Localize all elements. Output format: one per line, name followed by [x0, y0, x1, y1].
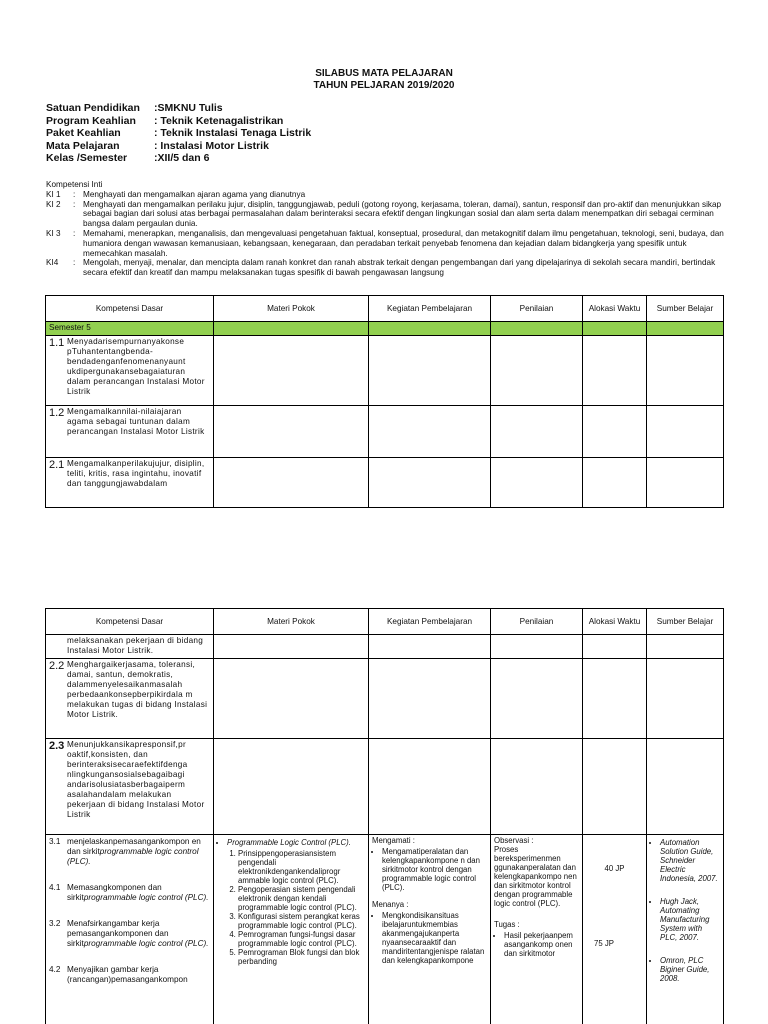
list-item: 5. Pemrograman Blok fungsi dan blok perbanding	[238, 948, 365, 966]
col-header-materi: Materi Pokok	[214, 609, 369, 635]
ki-item: KI 2 : Menghayati dan mengamalkan perilaku jujur, disiplin, tanggungjawab, peduli (gotong royong, kerjasama, toleran, damai), santun, responsif dan pro-aktif dan menunjukkan sikap sebagai bagian dari solusi atas berbagai permasalahan dalam berinteraksi secara efektif dengan lingkungan sosial dan alam serta dalam menempatkan diri sebagai cerminan bangsa dalam pergaulan dunia.	[46, 199, 722, 229]
col-header-penilaian: Penilaian	[491, 609, 583, 635]
list-item: 3. Konfigurasi sistem perangkat keras programmable logic control (PLC).	[238, 912, 365, 930]
mengamati-heading: Mengamati :	[372, 836, 415, 845]
kompetensi-inti-heading: Kompetensi Inti	[46, 180, 103, 189]
kompetensi-inti-block	[46, 180, 726, 278]
kd-cell: 2.1 Mengamalkanperilakujujur, disiplin, teliti, kritis, rasa ingintahu, inovatif dan tanggungjawabdalam	[46, 458, 214, 508]
kd-item: 3.1 menjelaskanpemasangankompon en dan sirkitprogrammable logic control (PLC).	[49, 837, 201, 866]
alokasi-cell	[583, 835, 647, 1024]
kd-item: 3.2 Menafsirkangambar kerja pemasangankomponen dan sirkitprogrammable logic control (PLC).	[49, 919, 209, 948]
col-header-kompetensi: Kompetensi Dasar	[46, 296, 214, 322]
list-item: 1. Prinsippengoperasiansistem pengendali elektronikdengankendaliprogr ammable logic control (PLC).	[238, 849, 365, 885]
table-row	[46, 406, 724, 458]
table-row	[46, 635, 724, 659]
col-header-sumber: Sumber Belajar	[647, 296, 724, 322]
list-item: • Hasil pekerjaanpem asangankomp onen dan sirkitmotor	[504, 931, 579, 958]
alokasi-value: 40 JP	[604, 864, 625, 873]
ki-item: KI 1 : Menghayati dan mengamalkan ajaran agama yang dianutnya	[46, 189, 306, 199]
list-item: 4. Pemrograman fungsi-fungsi dasar programmable logic control (PLC).	[238, 930, 365, 948]
identity-row: Satuan Pendidikan :SMKNU Tulis	[46, 102, 223, 114]
tugas-list	[494, 931, 579, 958]
mengamati-list	[372, 847, 487, 892]
identity-row: Paket Keahlian : Teknik Instalasi Tenaga Listrik	[46, 127, 312, 140]
materi-numbered-list	[225, 849, 365, 966]
col-header-kegiatan: Kegiatan Pembelajaran	[369, 609, 491, 635]
tugas-heading: Tugas :	[494, 920, 520, 929]
materi-cell	[214, 835, 369, 1024]
table-row	[46, 659, 724, 739]
list-item: • Omron, PLC Biginer Guide, 2008.	[660, 956, 720, 983]
sumber-cell	[647, 835, 724, 1024]
col-header-alokasi: Alokasi Waktu	[583, 296, 647, 322]
materi-bullet: • Programmable Logic Control (PLC).	[227, 838, 365, 847]
col-header-kompetensi: Kompetensi Dasar	[46, 609, 214, 635]
kd-item: 4.1 Memasangkomponen dan sirkitprogrammable logic control (PLC).	[49, 883, 209, 902]
kd-continuation: melaksanakan pekerjaan di bidang Instalasi Motor Listrik.	[46, 635, 214, 659]
ki-item: KI 3 : Memahami, menerapkan, menganalisis, dan mengevaluasi pengetahuan faktual, konseptual, prosedural, dan metakognitif dalam ilmu pengetahuan, teknologi, seni, budaya, dan humaniora dengan wawasan kemanusiaan, kebangsaan, kenegaraan, dan peradaban terkait penyebab fenomena dan kejadian dalam bidangkerja yang spesifik untuk memecahkan masalah.	[46, 228, 724, 258]
kd-item: 4.2 Menyajikan gambar kerja (rancangan)pemasangankompon	[49, 965, 188, 984]
penilaian-cell	[491, 835, 583, 1024]
col-header-alokasi: Alokasi Waktu	[583, 609, 647, 635]
syllabus-table-2	[45, 608, 724, 1024]
kd-cell: 2.3 Menunjukkansikapresponsif,pr oaktif,konsisten, dan berinteraksisecaraefektifdenga nlingkungansosialsebagaibagi andarisolusiatasberbagaiperm asalahandalam melakukan pekerjaan di bidang Instalasi Motor Listrik	[46, 739, 214, 835]
kd-plc-cell	[46, 835, 214, 1024]
syllabus-table-1	[45, 295, 724, 508]
doc-title-line1: SILABUS MATA PELAJARAN	[315, 68, 453, 79]
menanya-heading: Menanya :	[372, 900, 409, 909]
kd-cell: 1.2 Mengamalkannilai-nilaiajaran agama sebagai tuntunan dalam perancangan Instalasi Motor Listrik	[46, 406, 214, 458]
identity-row: Kelas /Semester :XII/5 dan 6	[46, 152, 210, 165]
identity-row: Program Keahlian : Teknik Ketenagalistrikan	[46, 114, 284, 127]
list-item: 2. Pengoperasian sistem pengendali elektronik dengan kendali programmable logic control (PLC).	[238, 885, 365, 912]
table-row-plc	[46, 835, 724, 1024]
observasi-heading: Observasi :	[494, 836, 534, 845]
col-header-penilaian: Penilaian	[491, 296, 583, 322]
kd-cell: 2.2 Menghargaikerjasama, toleransi, damai, santun, demokratis, dalammenyelesaikanmasalah perbedaankonsepberpikirdala m melakukan tugas di bidang Instalasi Motor Listrik.	[46, 659, 214, 739]
ki-item: KI4 : Mengolah, menyaji, menalar, dan mencipta dalam ranah konkret dan ranah abstrak terkait dengan pengembangan dari yang dipelajarinya di sekolah secara mandiri, bertindak secara efektif dan kreatif dan mampu melaksanakan tugas spesifik di bawah pengawasan langsung	[46, 258, 716, 278]
menanya-list	[372, 911, 487, 965]
materi-list	[217, 838, 365, 847]
observasi-text: Proses bereksperimenmen ggunakanperalatan dan kelengkapankompo nen dan sirkitmotor kontrol dengan programmable logic control (PLC).	[494, 845, 577, 908]
col-header-kegiatan: Kegiatan Pembelajaran	[369, 296, 491, 322]
identity-row: Mata Pelajaran : Instalasi Motor Listrik	[46, 139, 269, 152]
kd-cell: 1.1 Menyadarisempurnanyakonse pTuhantentangbenda-bendadenganfenomenanyaunt ukdipergunakansebagaiaturan dalam perancangan Instalasi Motor Listrik	[46, 336, 214, 406]
table-row	[46, 739, 724, 835]
doc-title-line2: TAHUN PELJARAN 2019/2020	[313, 80, 455, 91]
table-row	[46, 458, 724, 508]
table-row	[46, 336, 724, 406]
kegiatan-cell	[369, 835, 491, 1024]
table-header-row	[46, 296, 724, 322]
list-item: • Mengamatiperalatan dan kelengkapankompone n dan sirkitmotor kontrol dengan programmable logic control (PLC).	[382, 847, 487, 892]
col-header-sumber: Sumber Belajar	[647, 609, 724, 635]
sumber-list	[650, 838, 720, 983]
col-header-materi: Materi Pokok	[214, 296, 369, 322]
identity-block	[46, 102, 311, 165]
semester-label: Semester 5	[46, 322, 214, 336]
table-header-row	[46, 609, 724, 635]
list-item: • Hugh Jack, Automating Manufacturing System with PLC, 2007.	[660, 897, 720, 942]
list-item: • Automation Solution Guide, Schneider Electric Indonesia, 2007.	[660, 838, 720, 883]
list-item: • Mengkondisikansituas ibelajaruntukmembias akanmengajukanperta nyaansecaraaktif dan mandiritentangjenispe ralatan dan kelengkapankompone	[382, 911, 487, 965]
semester-row	[46, 322, 724, 336]
alokasi-value: 75 JP	[594, 939, 614, 948]
